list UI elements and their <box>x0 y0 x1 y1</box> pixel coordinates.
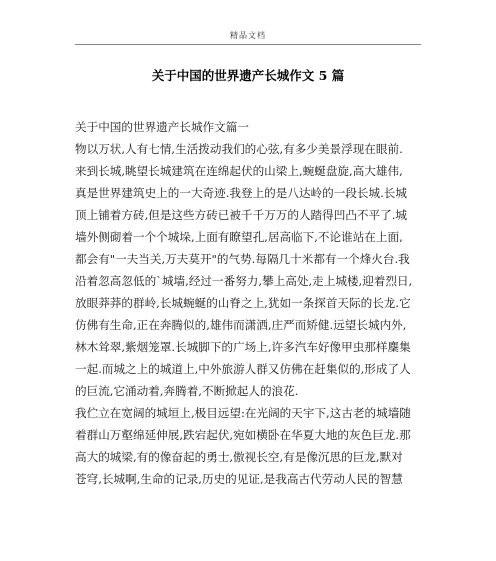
section-heading: 关于中国的世界遗产长城作文篇一 <box>75 120 249 134</box>
document-body <box>75 116 425 490</box>
text-line: 物以万状,人有七情,生活拨动我们的心弦,有多少美景浮现在眼前. <box>75 142 403 156</box>
text-line: 我伫立在宽阔的城垣上,极目远望:在光阔的天宇下,这古老的城墙随 <box>75 406 411 420</box>
text-line: 仿佛有生命,正在奔腾似的,雄伟而潇洒,庄严而矫健.远望长城内外, <box>75 318 407 332</box>
text-line: 的巨流,它涌动着,奔腾着,不断掀起人的浪花. <box>75 384 299 398</box>
text-line: 顶上铺着方砖,但是这些方砖已被千千万万的人踏得凹凸不平了.城 <box>75 208 407 222</box>
header-divider <box>75 44 421 45</box>
document-title: 关于中国的世界遗产长城作文 5 篇 <box>151 68 345 83</box>
text-line: 高大的城梁,有的像奋起的勇士,傲视长空,有是像沉思的巨龙,默对 <box>75 450 403 464</box>
text-line: 一起.而城之上的城道上,中外旅游人群又仿佛在赶集似的,形成了人 <box>75 362 411 376</box>
text-line: 来到长城,眺望长城建筑在连绵起伏的山梁上,蜿蜒盘旋,高大雄伟, <box>75 164 403 178</box>
text-line: 着群山万壑绵延伸展,跌宕起伏,宛如横卧在华夏大地的灰色巨龙.那 <box>75 428 411 442</box>
text-line: 真是世界建筑史上的一大奇迹.我登上的是八达岭的一段长城.长城 <box>75 186 407 200</box>
text-line: 苍穹,长城啊,生命的记录,历史的见证,是我高古代劳动人民的智慧 <box>75 472 403 486</box>
text-line: 沿着忽高忽低的`城墙,经过一番努力,攀上高处,走上城楼,迎着烈日, <box>75 274 413 288</box>
page-header: 精品文档 <box>230 31 266 40</box>
text-line: 林木耸翠,紫烟笼罩.长城脚下的广场上,许多汽车好像甲虫那样麇集 <box>75 340 411 354</box>
text-line: 放眼莽莽的群岭,长城蜿蜒的山脊之上,犹如一条探首天际的长龙.它 <box>75 296 411 310</box>
text-line: 墙外侧砌着一个个城垛,上面有瞭望孔,居高临下,不论谁站在上面, <box>75 230 403 244</box>
text-line: 都会有"一夫当关,万夫莫开"的气势.每隔几十米都有一个烽火台.我 <box>75 252 410 266</box>
